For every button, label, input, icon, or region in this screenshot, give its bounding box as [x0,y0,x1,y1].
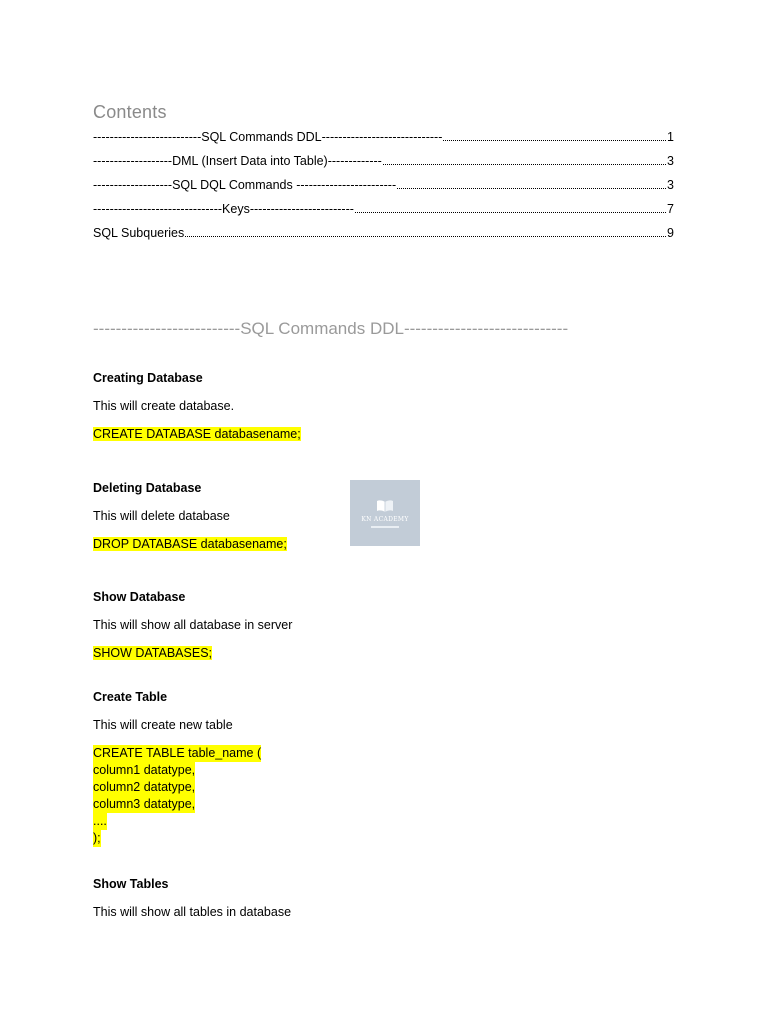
toc-entry-title: SQL Subqueries [93,226,185,240]
code-line: .... [93,814,107,828]
description-text: This will delete database [93,509,230,523]
code-line: ); [93,831,101,845]
section-title: --------------------------SQL Commands DDL----------------------------- [93,319,569,338]
toc-entry-page: 9 [667,226,674,240]
code-line: column3 datatype, [93,797,196,811]
toc-entry[interactable] [93,150,674,174]
code-snippet [93,536,287,553]
heading-create-table [93,689,167,706]
section-heading: Show Database [93,590,186,604]
heading-creating-database [93,370,203,387]
toc-entry[interactable] [93,222,674,246]
toc-entry[interactable] [93,126,674,150]
toc-dot-leader [383,150,666,165]
code-snippet [93,645,212,662]
toc-heading: Contents [93,102,167,122]
toc-entry-page: 3 [667,154,674,168]
toc-entry[interactable] [93,174,674,198]
code-line: CREATE TABLE table_name ( [93,746,262,760]
heading-show-database [93,589,185,606]
heading-show-tables [93,876,168,893]
code-snippet [93,426,301,443]
open-book-icon [376,499,394,513]
code-line: DROP DATABASE databasename; [93,537,287,551]
code-snippet [93,745,261,847]
code-line: column2 datatype, [93,780,196,794]
academy-logo [350,480,420,546]
table-of-contents [93,126,674,246]
section-heading: Deleting Database [93,481,202,495]
logo-underline [371,526,399,528]
section-heading: Show Tables [93,877,169,891]
code-line: SHOW DATABASES; [93,646,213,660]
section-heading: Create Table [93,690,168,704]
toc-dot-leader [397,174,666,189]
toc-entry-title: --------------------------SQL Commands DDL----------------------------- [93,130,443,144]
toc-entry-page: 3 [667,178,674,192]
description-text: This will create database. [93,399,235,413]
toc-entry-page: 7 [667,202,674,216]
code-line: CREATE DATABASE databasename; [93,427,301,441]
toc-dot-leader [185,222,666,237]
toc-entry-title: -------------------SQL DQL Commands ------------------------ [93,178,397,192]
toc-dot-leader [355,198,666,213]
description-text: This will show all database in server [93,618,293,632]
heading-deleting-database [93,480,201,497]
section-heading: Creating Database [93,371,203,385]
toc-entry[interactable] [93,198,674,222]
toc-dot-leader [443,126,666,141]
toc-entry-title: -------------------DML (Insert Data into Table)------------- [93,154,382,168]
toc-entry-page: 1 [667,130,674,144]
description-text: This will show all tables in database [93,905,292,919]
toc-entry-title: -------------------------------Keys------------------------- [93,202,354,216]
code-line: column1 datatype, [93,763,196,777]
description-text: This will create new table [93,718,233,732]
logo-text: KN ACADEMY [361,515,409,523]
